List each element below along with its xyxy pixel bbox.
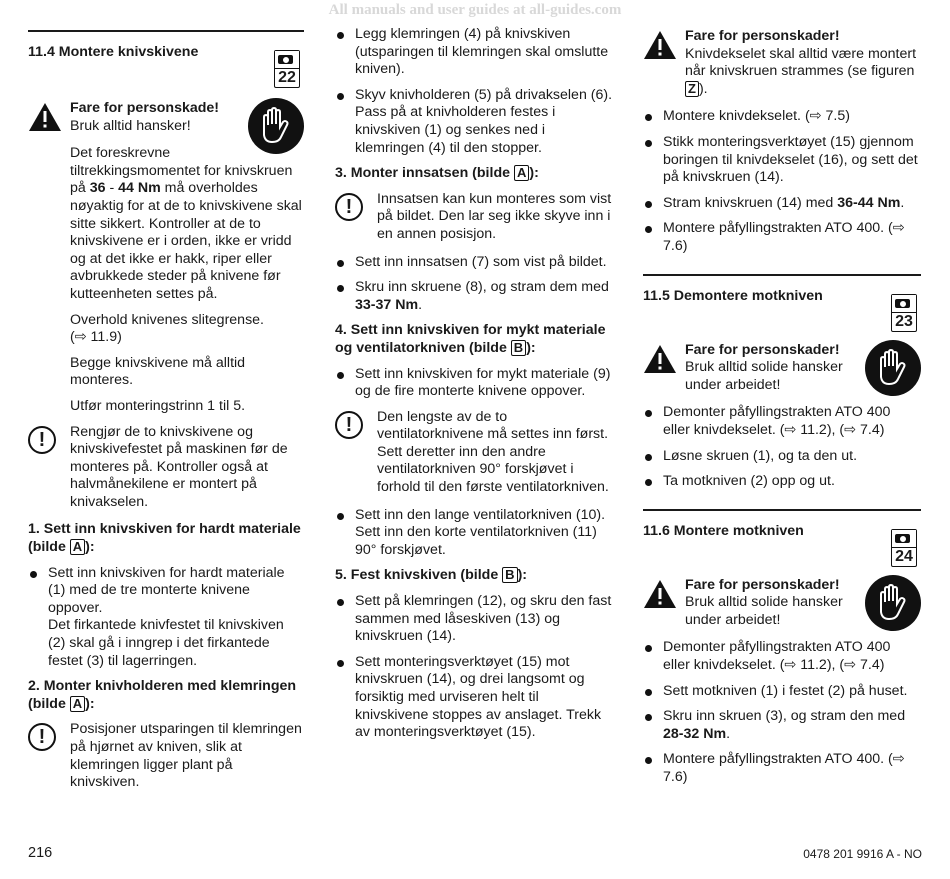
list-item: Demonter påfyllingstrakten ATO 400 eller knivdekselet. (⇨ 11.2), (⇨ 7.4) xyxy=(643,404,921,439)
list-item: Sett inn innsatsen (7) som vist på bildet. xyxy=(335,254,615,272)
warning-block xyxy=(643,28,921,98)
steps-text: Utfør monteringstrinn 1 til 5. xyxy=(70,397,246,414)
list-item: Sett inn den lange ventilatorkniven (10). Sett inn den korte ventilatorkniven (11) 90° forskjøvet. xyxy=(335,507,615,560)
section-title: 11.5 Demontere motkniven xyxy=(643,287,823,304)
torque-paragraph: Det foreskrevne tiltrekkingsmomentet for knivskruen på 36 - 44 Nm må overholdes nøyaktig for at de to knivskivene skal sitte sikkert. Kontroller at de to knivskivene er i orden, ikke er vridd og at det ikke er hakk, riper eller avbrukkede steder på knivene før kutteenheten settes på. Overhold knivenes slitegrense. (⇨ 11.9) Begge knivskivene må alltid monteres. Utfør monteringstrinn 1 til 5. xyxy=(28,145,304,415)
list-item: Sett motkniven (1) i festet (2) på huset. xyxy=(643,683,921,701)
list-item: Sett på klemringen (12), og skru den fast sammen med låseskiven (13) og knivskruen (14). xyxy=(335,593,615,646)
exclamation-icon: ! xyxy=(335,411,363,439)
list-item: Montere knivdekselet. (⇨ 7.5) xyxy=(643,108,921,126)
step-3-heading: 3. Monter innsatsen (bilde A ): xyxy=(335,165,539,182)
list-item: Stikk monteringsverktøyet (15) gjennom boringen til knivdekselet (16), og sett det på knivskruen (14). xyxy=(643,134,921,187)
warning-triangle-icon xyxy=(643,30,677,60)
figure-number: 24 xyxy=(895,547,913,565)
warning-triangle-icon xyxy=(643,344,677,374)
list-item: Montere påfyllingstrakten ATO 400. (⇨ 7.6) xyxy=(643,220,921,255)
list-item: Ta motkniven (2) opp og ut. xyxy=(643,473,921,491)
warning-block xyxy=(643,577,921,630)
camera-figure-icon xyxy=(274,50,300,88)
document-code: 0478 201 9916 A - NO xyxy=(803,847,922,861)
section-header-11-6 xyxy=(643,511,921,577)
warning-text: Bruk alltid hansker! xyxy=(70,117,191,134)
section-header-11-5 xyxy=(643,276,921,342)
camera-figure-icon xyxy=(891,294,917,332)
list-item: Skru inn skruen (3), og stram den med 28-32 Nm. xyxy=(643,708,921,743)
camera-figure-icon xyxy=(891,529,917,567)
demount-list xyxy=(643,404,921,490)
warning-title: Fare for personskader! xyxy=(685,28,840,44)
list-item: Stram knivskruen (14) med 36-44 Nm. xyxy=(643,195,921,213)
step-2-list xyxy=(335,26,615,157)
warning-text: Knivdekselet skal alltid være montert når knivskruen strammes (se figuren Z ). xyxy=(685,45,917,97)
note-block: ! Den lengste av de to ventilatorknivene må settes inn først. Sett deretter inn den andre ventilatorkniven 90° forskjøvet i forhold til den første ventilatorkniven. xyxy=(335,409,615,497)
note-block: ! Innsatsen kan kun monteres som vist på bildet. Den lar seg ikke skyve inn i en annen posisjon. xyxy=(335,191,615,244)
warning-block xyxy=(643,342,921,395)
figure-number: 22 xyxy=(278,69,296,86)
list-item: Montere påfyllingstrakten ATO 400. (⇨ 7.6) xyxy=(643,751,921,786)
wear-limit-text: Overhold knivenes slitegrense. xyxy=(70,311,264,328)
list-item: Sett inn knivskiven for mykt materiale (9) og de fire monterte knivene oppover. xyxy=(335,366,615,401)
watermark: All manuals and user guides at all-guides.com xyxy=(328,2,622,18)
step-1-heading: 1. Sett inn knivskiven for hardt materiale (bilde A ): xyxy=(28,521,301,556)
warning-title: Fare for personskade! xyxy=(70,100,220,116)
step-1-list xyxy=(28,565,304,671)
exclamation-icon: ! xyxy=(28,426,56,454)
step-4-list-b xyxy=(335,507,615,560)
list-item: Legg klemringen (4) på knivskiven (utsparingen til klemringen skal omslutte kniven). xyxy=(335,26,615,79)
list-item: Skyv knivholderen (5) på drivakselen (6). Pass på at knivholderen festes i knivskiven (1) og senkes ned i klemringen (4) til den stopper. xyxy=(335,87,615,157)
list-item: Sett monteringsverktøyet (15) mot knivskruen (14), og drei langsomt og forsiktig med urviseren helt til knivskivene stoppes av anslaget. Trekk av monteringsverktøyet (15). xyxy=(335,654,615,742)
exclamation-icon: ! xyxy=(335,193,363,221)
mount-counter-list xyxy=(643,639,921,786)
column-right xyxy=(643,26,921,795)
warning-triangle-icon xyxy=(28,102,62,132)
section-title: 11.6 Montere motkniven xyxy=(643,522,804,539)
list-item: Sett inn knivskiven for hardt materiale (1) med de tre monterte knivene oppover. Det firkantede knivfestet til knivskiven (2) skal gå i inngrep i det firkantede festet (3) til lagerringen. xyxy=(28,565,304,671)
cross-ref-link[interactable]: (⇨ 11.9) xyxy=(70,329,122,346)
section-title: 11.4 Montere knivskivene xyxy=(28,44,199,60)
step-4-list xyxy=(335,366,615,401)
note-block: ! Rengjør de to knivskivene og knivskivefestet på maskinen før de monteres på. Kontroller også at halvmånekilene er montert på knivakselen. xyxy=(28,424,304,512)
figure-number: 23 xyxy=(895,312,913,330)
list-item: Demonter påfyllingstrakten ATO 400 eller knivdekselet. (⇨ 11.2), (⇨ 7.4) xyxy=(643,639,921,674)
warning-title: Fare for personskader! xyxy=(685,576,840,593)
column-left xyxy=(28,30,304,802)
step-3-list xyxy=(335,254,615,315)
mount-list xyxy=(643,108,921,255)
section-header-11-4 xyxy=(28,32,304,98)
both-discs-text: Begge knivskivene må alltid monteres. xyxy=(70,354,246,389)
gloves-icon xyxy=(248,98,304,154)
warning-text: Bruk alltid solide hansker under arbeidet! xyxy=(685,359,843,393)
step-5-list xyxy=(335,593,615,742)
warning-title: Fare for personskader! xyxy=(685,341,840,358)
warning-triangle-icon xyxy=(643,579,677,609)
gloves-icon xyxy=(865,575,921,631)
warning-block xyxy=(28,100,304,135)
step-4-heading: 4. Sett inn knivskiven for mykt materiale og ventilatorkniven (bilde B ): xyxy=(335,322,606,356)
step-5-heading: 5. Fest knivskiven (bilde B ): xyxy=(335,567,528,584)
gloves-icon xyxy=(865,340,921,396)
warning-text: Bruk alltid solide hansker under arbeidet! xyxy=(685,594,843,628)
note-block: ! Posisjoner utsparingen til klemringen på hjørnet av kniven, slik at klemringen ligger plant på knivskiven. xyxy=(28,721,304,791)
column-middle xyxy=(335,26,615,750)
list-item: Løsne skruen (1), og ta den ut. xyxy=(643,448,921,466)
list-item: Skru inn skruene (8), og stram dem med 33-37 Nm. xyxy=(335,279,615,314)
step-2-heading: 2. Monter knivholderen med klemringen (bilde A ): xyxy=(28,678,297,712)
page-number: 216 xyxy=(28,845,53,861)
exclamation-icon: ! xyxy=(28,723,56,751)
